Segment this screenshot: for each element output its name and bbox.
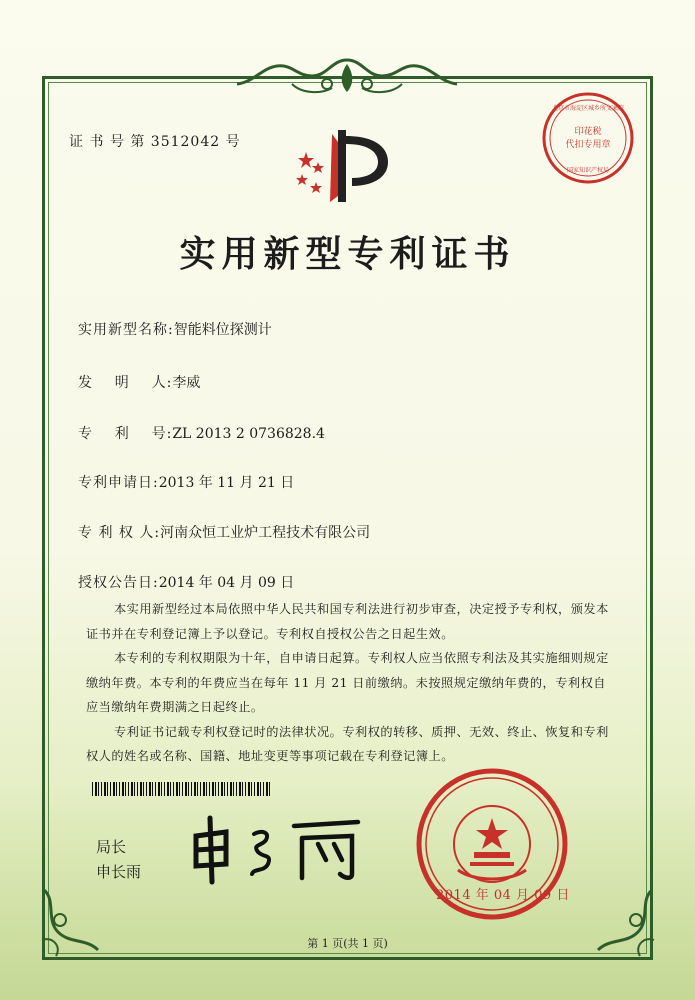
- field-patentee: [78, 522, 370, 542]
- field-value: ZL 2013 2 0736828.4: [172, 426, 325, 442]
- field-value: 智能料位探测计: [173, 322, 272, 338]
- patent-office-logo-icon: [292, 122, 402, 208]
- field-utility-model-name: [78, 319, 272, 339]
- body-paragraph: 本实用新型经过本局依照中华人民共和国专利法进行初步审查，决定授予专利权，颁发本证书并在专利登记簿上予以登记。专利权自授权公告之日起生效。: [86, 602, 609, 641]
- field-application-date: [78, 472, 294, 492]
- field-grant-date: [78, 572, 294, 592]
- field-patent-number: [78, 423, 325, 443]
- field-value: 2014 年 04 月 09 日: [158, 575, 295, 591]
- director-name: 申长雨: [96, 863, 142, 881]
- field-label: 专 利 权 人:: [78, 525, 161, 541]
- certificate-number: 证 书 号 第 3512042 号: [69, 134, 241, 150]
- field-label: 专利申请日:: [78, 475, 159, 491]
- field-value: 李威: [172, 375, 201, 391]
- director-signature: [182, 808, 382, 888]
- field-label: 授权公告日:: [78, 575, 159, 591]
- tax-seal-line4: 国家知识产权局: [566, 167, 610, 174]
- field-label: 实用新型名称:: [78, 322, 174, 338]
- tax-seal-icon: [540, 90, 636, 186]
- page-footer: 第 1 页(共 1 页): [307, 937, 388, 950]
- barcode: [92, 782, 272, 796]
- director-title: 局长: [96, 838, 127, 856]
- body-paragraph: 专利证书记载专利权登记时的法律状况。专利权的转移、质押、无效、终止、恢复和专利权人的姓名或名称、国籍、地址变更等事项记载在专利登记簿上。: [86, 724, 609, 763]
- body-paragraph: 本专利的专利权期限为十年，自申请日起算。专利权人应当依照专利法及其实施细则规定缴纳年费。本专利的年费应当在每年 11 月 21 日前缴纳。未按照规定缴纳年费的，专利权自应当缴纳年费期满之日起终止。: [86, 651, 609, 714]
- field-value: 河南众恒工业炉工程技术有限公司: [160, 525, 371, 541]
- field-label: 专 利 号:: [78, 426, 173, 442]
- seal-date: 2014 年 04 月 09 日: [436, 888, 570, 903]
- tax-seal-line3: 代扣专用章: [565, 140, 611, 150]
- field-label: 发 明 人:: [78, 375, 173, 391]
- field-value: 2013 年 11 月 21 日: [158, 475, 295, 491]
- tax-seal-line2: 印花税: [574, 127, 602, 137]
- certificate-title: 实用新型专利证书: [179, 233, 516, 275]
- top-ornament-icon: [232, 54, 462, 98]
- tax-seal-line1: 北京市海淀区城乡所文案院: [551, 105, 625, 112]
- field-inventor: [78, 372, 200, 392]
- certificate-body: [86, 597, 612, 769]
